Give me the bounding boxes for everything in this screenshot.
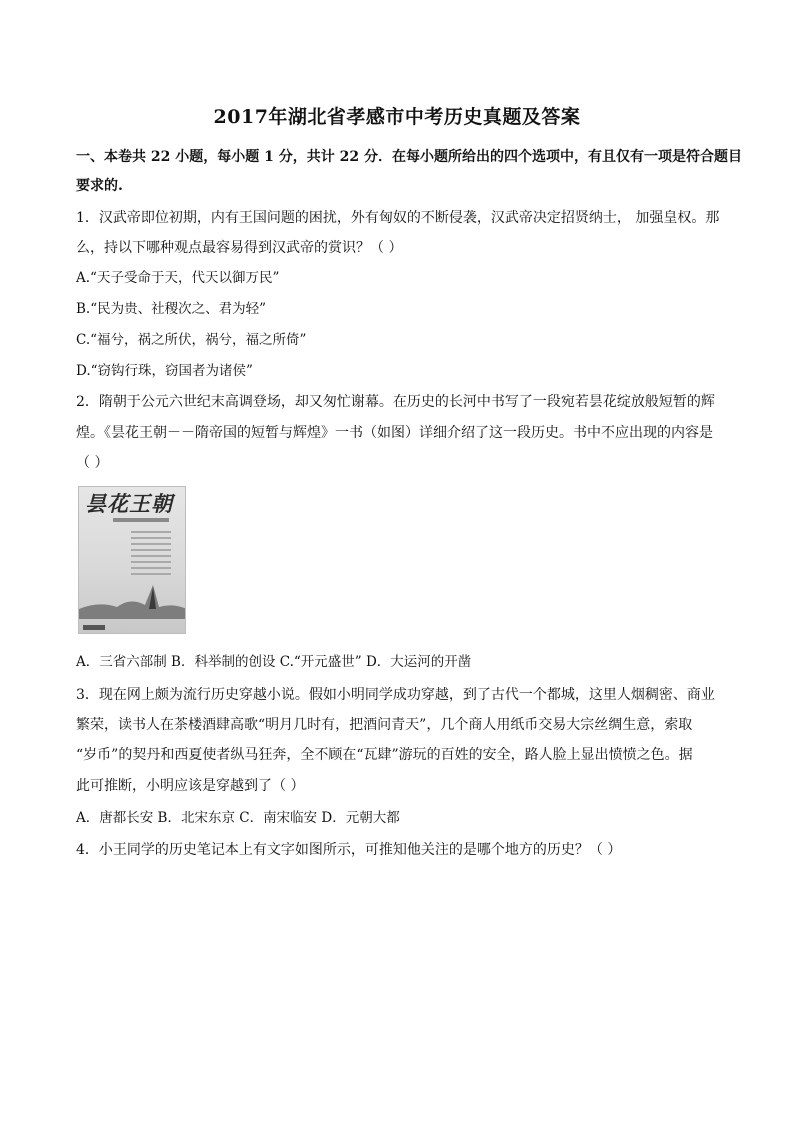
section-instruction-line-2: 要求的. — [76, 178, 123, 194]
question-3-options: A．唐都长安 B．北宋东京 C．南宋临安 D．元朝大都 — [76, 810, 400, 826]
question-3-line-4: 此可推断，小明应该是穿越到了（ ） — [76, 778, 305, 794]
question-1-line-2: 么，持以下哪种观点最容易得到汉武帝的赏识？（ ） — [76, 240, 403, 256]
question-3-line-1: 3．现在网上颇为流行历史穿越小说。假如小明同学成功穿越，到了古代一个都城，这里人烟稠密、商业 — [76, 687, 715, 703]
question-2-line-2: 煌。《昙花王朝－－隋帝国的短暂与辉煌》一书（如图）详细介绍了这一段历史。书中不应出现的内容是 — [76, 425, 713, 441]
question-2-line-3: （ ） — [76, 455, 109, 471]
question-1-option-d: D.“窃钩行珠，窃国者为诸侯” — [76, 363, 253, 379]
book-cover-subtitle-mark — [113, 518, 169, 522]
book-cover-publisher-mark — [83, 625, 105, 630]
document-title: 2017年湖北省孝感市中考历史真题及答案 — [213, 106, 581, 128]
question-2-options: A．三省六部制 B．科举制的创设 C.“开元盛世” D．大运河的开凿 — [76, 654, 472, 670]
question-3-line-2: 繁荣，读书人在茶楼酒肆高歌“明月几时有，把酒问青天”，几个商人用纸币交易大宗丝绸生意，索取 — [76, 717, 693, 733]
question-1-line-1: 1．汉武帝即位初期，内有王国问题的困扰，外有匈奴的不断侵袭，汉武帝决定招贤纳士， 加强皇权。那 — [76, 210, 720, 226]
book-cover-landscape-icon — [79, 579, 186, 619]
book-cover-text-lines — [131, 531, 171, 579]
question-2-line-1: 2．隋朝于公元六世纪末高调登场，却又匆忙谢幕。在历史的长河中书写了一段宛若昙花绽放般短暂的辉 — [76, 394, 715, 410]
question-3-line-3: “岁币”的契丹和西夏使者纵马狂奔，全不顾在“瓦肆”游玩的百姓的安全，路人脸上显出愤愤之色。据 — [76, 747, 693, 763]
book-cover-title: 昙花王朝 — [85, 491, 173, 516]
book-cover-image — [78, 486, 186, 634]
question-1-option-a: A.“天子受命于天，代天以御万民” — [76, 270, 280, 286]
question-1-option-b: B.“民为贵、社稷次之、君为轻” — [76, 301, 267, 317]
question-1-option-c: C.“福兮，祸之所伏，祸兮，福之所倚” — [76, 332, 307, 348]
question-4-line-1: 4．小王同学的历史笔记本上有文字如图所示，可推知他关注的是哪个地方的历史？（ ） — [76, 842, 622, 858]
section-instruction-line-1: 一、本卷共 22 小题，每小题 1 分，共计 22 分．在每小题所给出的四个选项中，有且仅有一项是符合题目 — [76, 149, 742, 165]
